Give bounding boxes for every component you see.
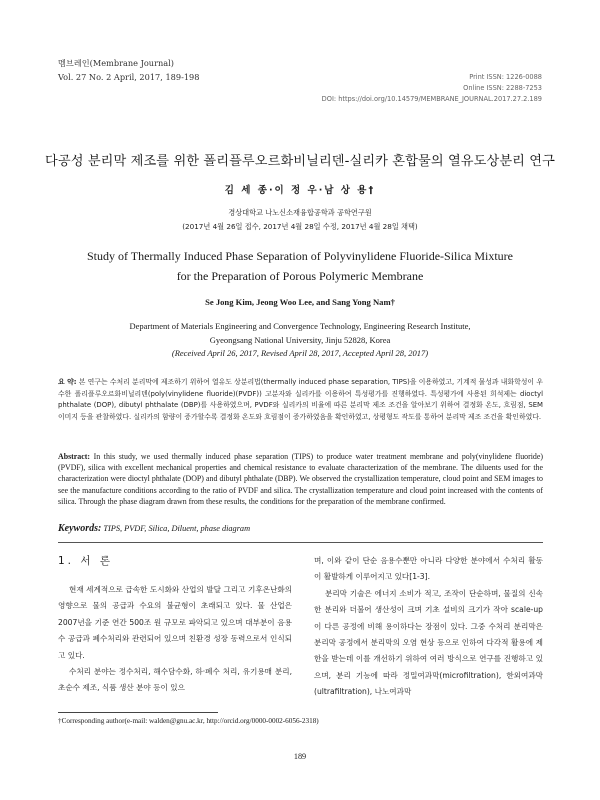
right-column	[314, 553, 543, 701]
section-heading: 1. 서 론	[58, 555, 113, 567]
paragraph: 현재 세계적으로 급속한 도시화와 산업의 발달 그리고 기후온난화의 영향으로 물의 공급과 수요의 불균형이 초래되고 있다. 물 산업은 2007년을 기준 연간 500조 원 규모로 파악되고 있으며 대부분이 음용수 공급과 폐수처리와 관련되어 있으며 친환경 성장 동력으로서 인식되고 있다.	[58, 585, 292, 660]
korean-authors: 김 세 종·이 정 우·남 상 용†	[224, 185, 376, 196]
print-issn: Print ISSN: 1226-0088	[469, 73, 542, 81]
paragraph: 수처리 분야는 정수처리, 해수담수화, 하·폐수 처리, 유기용매 분리, 초순수 제조, 식품 생산 분야 등이 있으	[58, 667, 292, 693]
left-column	[58, 582, 292, 697]
english-title-line2: for the Preparation of Porous Polymeric Membrane	[176, 269, 424, 283]
journal-name: 멤브레인(Membrane Journal)	[58, 58, 174, 68]
online-issn: Online ISSN: 2288-7253	[463, 84, 542, 92]
english-authors: Se Jong Kim, Jeong Woo Lee, and Sang Yong Nam†	[205, 297, 395, 307]
english-affiliation-line2: Gyeongsang National University, Jinju 52828, Korea	[209, 334, 391, 345]
korean-received: (2017년 4월 26일 접수, 2017년 4월 28일 수정, 2017년 4월 28일 채택)	[182, 222, 418, 231]
abstract-english	[58, 451, 543, 507]
paragraph: 분리막 기술은 에너지 소비가 적고, 조작이 단순하며, 물질의 신속한 분리와 더불어 생산성이 크며 기초 설비의 크기가 작아 scale-up이 다른 공정에 비해 용이하다는 장점이 있다. 그중 수처리 분리막은 분리막 공정에서 분리막의 오염 현상 등으로 인하여 다각적 활용에 제한을 받는데 이를 개선하기 위하여 여러 방식으로 연구를 진행하고 있으며, 분리 기능에 따라 정밀여과막(microfiltration), 한외여과막(ultrafiltration), 나노여과막	[314, 588, 543, 697]
english-title	[0, 246, 600, 286]
korean-affiliation: 경상대학교 나노신소재융합공학과 공학연구원	[228, 208, 372, 217]
keywords-text: TIPS, PVDF, Silica, Diluent, phase diagram	[103, 524, 251, 533]
doi-link[interactable]: DOI: https://doi.org/10.14579/MEMBRANE_JOURNAL.2017.27.2.189	[321, 95, 542, 103]
english-received: (Received April 26, 2017, Revised April 28, 2017, Accepted April 28, 2017)	[171, 348, 429, 358]
page-number: 189	[293, 752, 307, 761]
abstract-english-head: Abstract:	[58, 452, 90, 461]
korean-title: 다공성 분리막 제조를 위한 폴리플루오르화비닐리덴-실리카 혼합물의 열유도상분리 연구	[45, 154, 555, 169]
keywords-head: Keywords:	[58, 523, 102, 534]
footnote: †Corresponding author(e-mail: walden@gnu.ac.kr, http://orcid.org/0000-0002-6056-2318)	[58, 717, 319, 725]
english-affiliation-line1: Department of Materials Engineering and Convergence Technology, Engineering Research Institute,	[129, 321, 471, 331]
footnote-divider	[58, 712, 218, 713]
english-affiliation	[0, 320, 600, 361]
abstract-korean	[58, 377, 543, 423]
journal-volume: Vol. 27 No. 2 April, 2017, 189-198	[58, 72, 200, 82]
divider	[58, 542, 543, 543]
abstract-korean-head: 요 약:	[58, 378, 77, 386]
abstract-korean-text: 본 연구는 수처리 분리막에 제조하기 위하여 열유도 상분리법(thermally induced phase separation, TIPS)을 이용하였고, 기계적 물성과 내화학성이 우수한 폴리플루오르화비닐리덴(poly(vinylidene fluoride)(PVDF)) 고분자와 실리카를 이용하여 특성평가를 진행하였다. 특성평가에 사용된 희석제는 dioctyl phthalate (DOP), dibutyl phthalate (DBP)를 사용하였으며, PVDF와 실리카의 비율에 따른 분리막 제조 조건을 알아보기 위하여 결정화 온도, 흐림점, SEM 이미지 등을 관찰하였다. 실리카의 함량이 증가할수록 결정화 온도와 흐림점이 증가하였음을 확인하였고, 상평형도 작도를 통하여 분리막 제조 조건을 확인하였다.	[58, 378, 543, 421]
abstract-english-text: In this study, we used thermally induced phase separation (TIPS) to produce water treatment membrane and poly(vinylidene fluoride) (PVDF), silica with excellent mechanical properties and chemical resistance to evaluate characterization of the membrane. The diluents used for the characterization were dioctyl phthalate (DOP) and dibutyl phthalate (DBP). We observed the crystallization temperature, cloud point and SEM images to see the manufacture conditions according to the ratio of PVDF and silica. The crystallization temperature and cloud point increased with the contents of silica. Through the phase diagram drawn from these results, the conditions for the preparation of the membrane confirmed.	[58, 452, 543, 506]
paragraph-continued: 며, 이와 같이 단순 음용수뿐만 아니라 다양한 분야에서 수처리 활동이 활발하게 이루어지고 있다[1-3].	[314, 556, 543, 582]
english-title-line1: Study of Thermally Induced Phase Separation of Polyvinylidene Fluoride-Silica Mixture	[86, 249, 514, 263]
keywords	[58, 523, 250, 534]
